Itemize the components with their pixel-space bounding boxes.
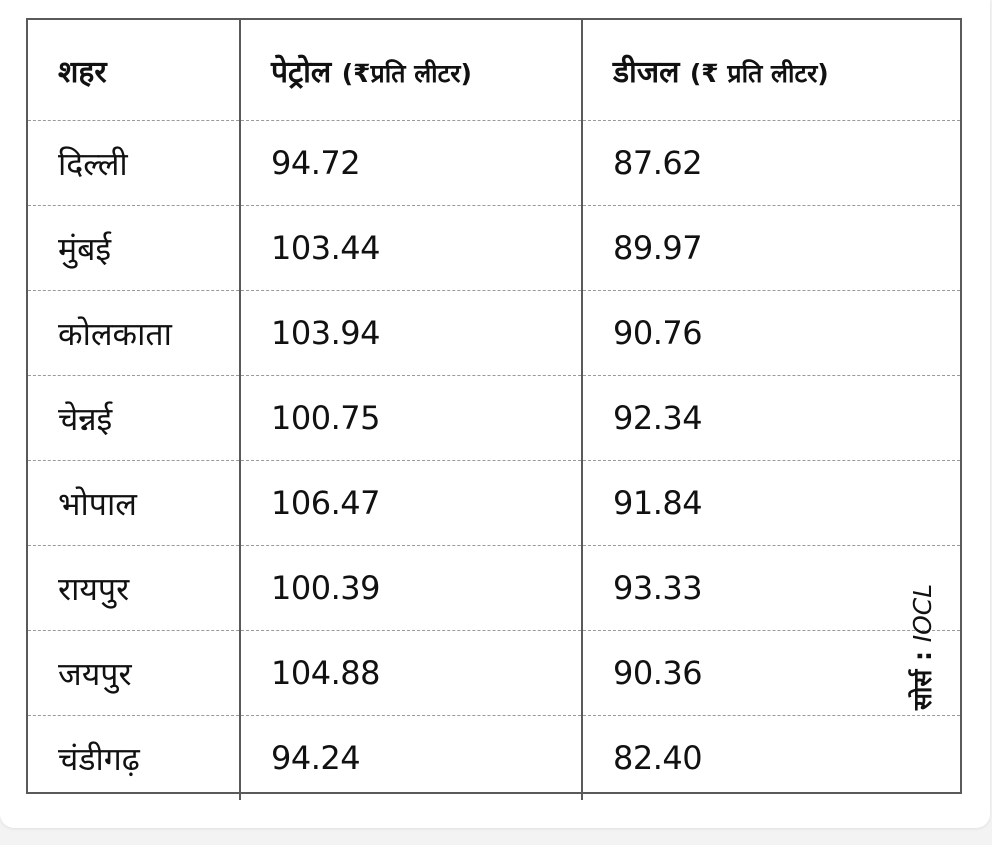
diesel-cell: 82.40 bbox=[582, 716, 960, 801]
table-row bbox=[28, 546, 960, 631]
city-cell: कोलकाता bbox=[28, 291, 240, 376]
table-row bbox=[28, 121, 960, 206]
petrol-cell: 94.72 bbox=[240, 121, 582, 206]
table-row bbox=[28, 631, 960, 716]
source-label: सोर्स : bbox=[908, 651, 937, 710]
diesel-cell: 92.34 bbox=[582, 376, 960, 461]
city-cell: रायपुर bbox=[28, 546, 240, 631]
header-row bbox=[28, 20, 960, 121]
header-city-label: शहर bbox=[58, 54, 107, 90]
petrol-cell: 106.47 bbox=[240, 461, 582, 546]
table-row bbox=[28, 291, 960, 376]
header-petrol-unit: (₹प्रति लीटर) bbox=[341, 58, 472, 88]
diesel-cell: 90.76 bbox=[582, 291, 960, 376]
table-row bbox=[28, 206, 960, 291]
table-row bbox=[28, 376, 960, 461]
header-diesel-label: डीजल bbox=[613, 54, 680, 90]
petrol-cell: 104.88 bbox=[240, 631, 582, 716]
header-petrol-label: पेट्रोल bbox=[271, 54, 332, 90]
price-table bbox=[28, 20, 960, 800]
city-cell: चंडीगढ़ bbox=[28, 716, 240, 801]
diesel-cell: 91.84 bbox=[582, 461, 960, 546]
diesel-cell: 93.33 bbox=[582, 546, 960, 631]
source-credit bbox=[905, 584, 939, 710]
header-diesel-unit: (₹ प्रति लीटर) bbox=[689, 58, 829, 88]
petrol-cell: 94.24 bbox=[240, 716, 582, 801]
fuel-price-table bbox=[26, 18, 962, 794]
petrol-cell: 103.94 bbox=[240, 291, 582, 376]
city-cell: दिल्ली bbox=[28, 121, 240, 206]
diesel-cell: 87.62 bbox=[582, 121, 960, 206]
diesel-cell: 90.36 bbox=[582, 631, 960, 716]
city-cell: मुंबई bbox=[28, 206, 240, 291]
header-city bbox=[28, 20, 240, 121]
city-cell: चेन्नई bbox=[28, 376, 240, 461]
diesel-cell: 89.97 bbox=[582, 206, 960, 291]
header-petrol bbox=[240, 20, 582, 121]
city-cell: जयपुर bbox=[28, 631, 240, 716]
city-cell: भोपाल bbox=[28, 461, 240, 546]
header-diesel bbox=[582, 20, 960, 121]
petrol-cell: 100.75 bbox=[240, 376, 582, 461]
table-row bbox=[28, 461, 960, 546]
petrol-cell: 100.39 bbox=[240, 546, 582, 631]
source-name: IOCL bbox=[908, 583, 937, 643]
petrol-cell: 103.44 bbox=[240, 206, 582, 291]
table-row bbox=[28, 716, 960, 801]
